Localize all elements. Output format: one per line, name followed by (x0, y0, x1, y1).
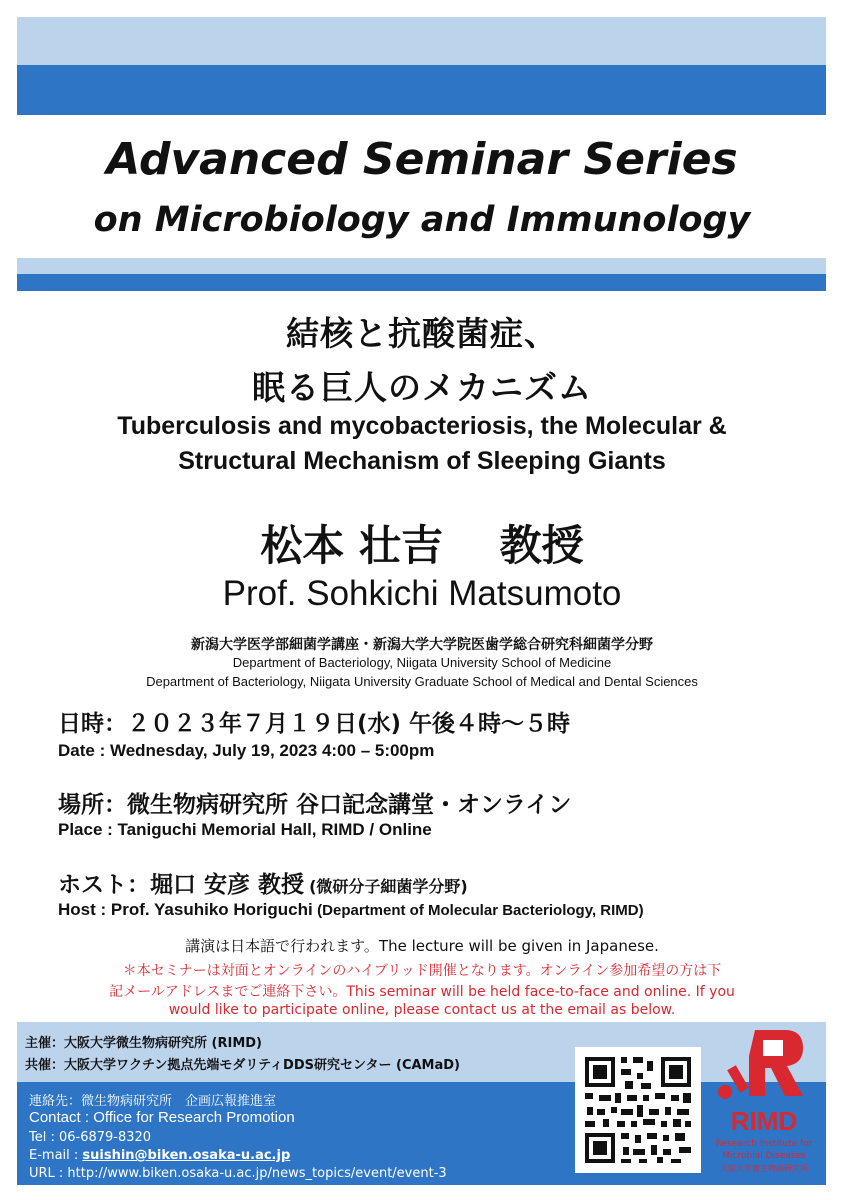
lecture-title-en-line2: Structural Mechanism of Sleeping Giants (178, 447, 666, 475)
host-en-main: Host : Prof. Yasuhiko Horiguchi (58, 900, 313, 919)
mid-band-dark (17, 274, 826, 291)
email-link[interactable]: suishin@biken.osaka-u.ac.jp (82, 1148, 291, 1163)
host-jp-sub: (微研分子細菌学分野) (309, 877, 468, 896)
rimd-logo (705, 1026, 823, 1186)
contact-email-row (29, 1148, 290, 1163)
hybrid-notice-line3: would like to participate online, please contact us at the email as below. (168, 1002, 676, 1018)
co-organizer: 共催：大阪大学ワクチン拠点先端モダリティDDS研究センター (CAMaD) (25, 1058, 460, 1073)
contact-jp: 連絡先：微生物病研究所 企画広報推進室 (29, 1094, 277, 1109)
qr-code[interactable] (575, 1047, 701, 1173)
lecture-title-jp-line2: 眠る巨人のメカニズム (252, 368, 592, 407)
date-en: Date : Wednesday, July 19, 2023 4:00 – 5:00pm (58, 741, 435, 760)
rimd-logo-sub3: 大阪大学微生物病研究所 (720, 1164, 808, 1173)
organizer: 主催：大阪大学微生物病研究所 (RIMD) (25, 1036, 262, 1051)
host-jp-main: ホスト：堀口 安彦 教授 (58, 872, 305, 898)
rimd-emblem-icon (705, 1026, 823, 1106)
top-band-light (17, 17, 826, 65)
contact-url[interactable]: URL : http://www.biken.osaka-u.ac.jp/news_topics/event/event-3 (29, 1166, 447, 1181)
contact-tel: Tel : 06-6879-8320 (29, 1130, 152, 1145)
rimd-logo-sub2: Microbial Diseases (722, 1151, 806, 1161)
rimd-logo-sub1: Research Institute for (715, 1139, 813, 1149)
speaker-name-jp: 松本 壮吉 教授 (260, 521, 584, 570)
lecture-title-en-line1: Tuberculosis and mycobacteriosis, the Molecular & (117, 412, 727, 440)
qr-code-icon (575, 1047, 701, 1173)
place-jp: 場所：微生物病研究所 谷口記念講堂・オンライン (58, 792, 572, 818)
speaker-affiliation-en-2: Department of Bacteriology, Niigata University Graduate School of Medical and Dental Sciences (146, 674, 698, 689)
host-en (58, 900, 644, 920)
date-jp: 日時：２０２３年７月１９日(水) 午後４時～５時 (58, 711, 571, 737)
speaker-affiliation-en-1: Department of Bacteriology, Niigata University School of Medicine (232, 655, 612, 670)
place-en: Place : Taniguchi Memorial Hall, RIMD / Online (58, 820, 432, 839)
host-jp (58, 866, 468, 899)
mid-band-light (17, 258, 826, 274)
top-band-dark (17, 65, 826, 115)
series-title-line1: Advanced Seminar Series (106, 134, 738, 185)
language-note: 講演は日本語で行われます。The lecture will be given in Japanese. (185, 937, 659, 955)
speaker-affiliation-jp: 新潟大学医学部細菌学講座・新潟大学大学院医歯学総合研究科細菌学分野 (191, 637, 653, 653)
rimd-logo-text: RIMD (730, 1106, 798, 1136)
contact-en: Contact : Office for Research Promotion (29, 1109, 295, 1126)
host-en-sub: (Department of Molecular Bacteriology, RIMD) (317, 902, 644, 919)
speaker-name-en: Prof. Sohkichi Matsumoto (222, 574, 622, 613)
series-title-line2: on Microbiology and Immunology (93, 200, 751, 240)
hybrid-notice-line2: 記メールアドレスまでご連絡下さい。This seminar will be held face-to-face and online. If you (109, 984, 735, 1000)
lecture-title-jp-line1: 結核と抗酸菌症、 (286, 314, 558, 353)
hybrid-notice-line1: ＊本セミナーは対面とオンラインのハイブリッド開催となります。オンライン参加希望の方は下 (122, 963, 722, 979)
email-label: E-mail : (29, 1148, 83, 1163)
